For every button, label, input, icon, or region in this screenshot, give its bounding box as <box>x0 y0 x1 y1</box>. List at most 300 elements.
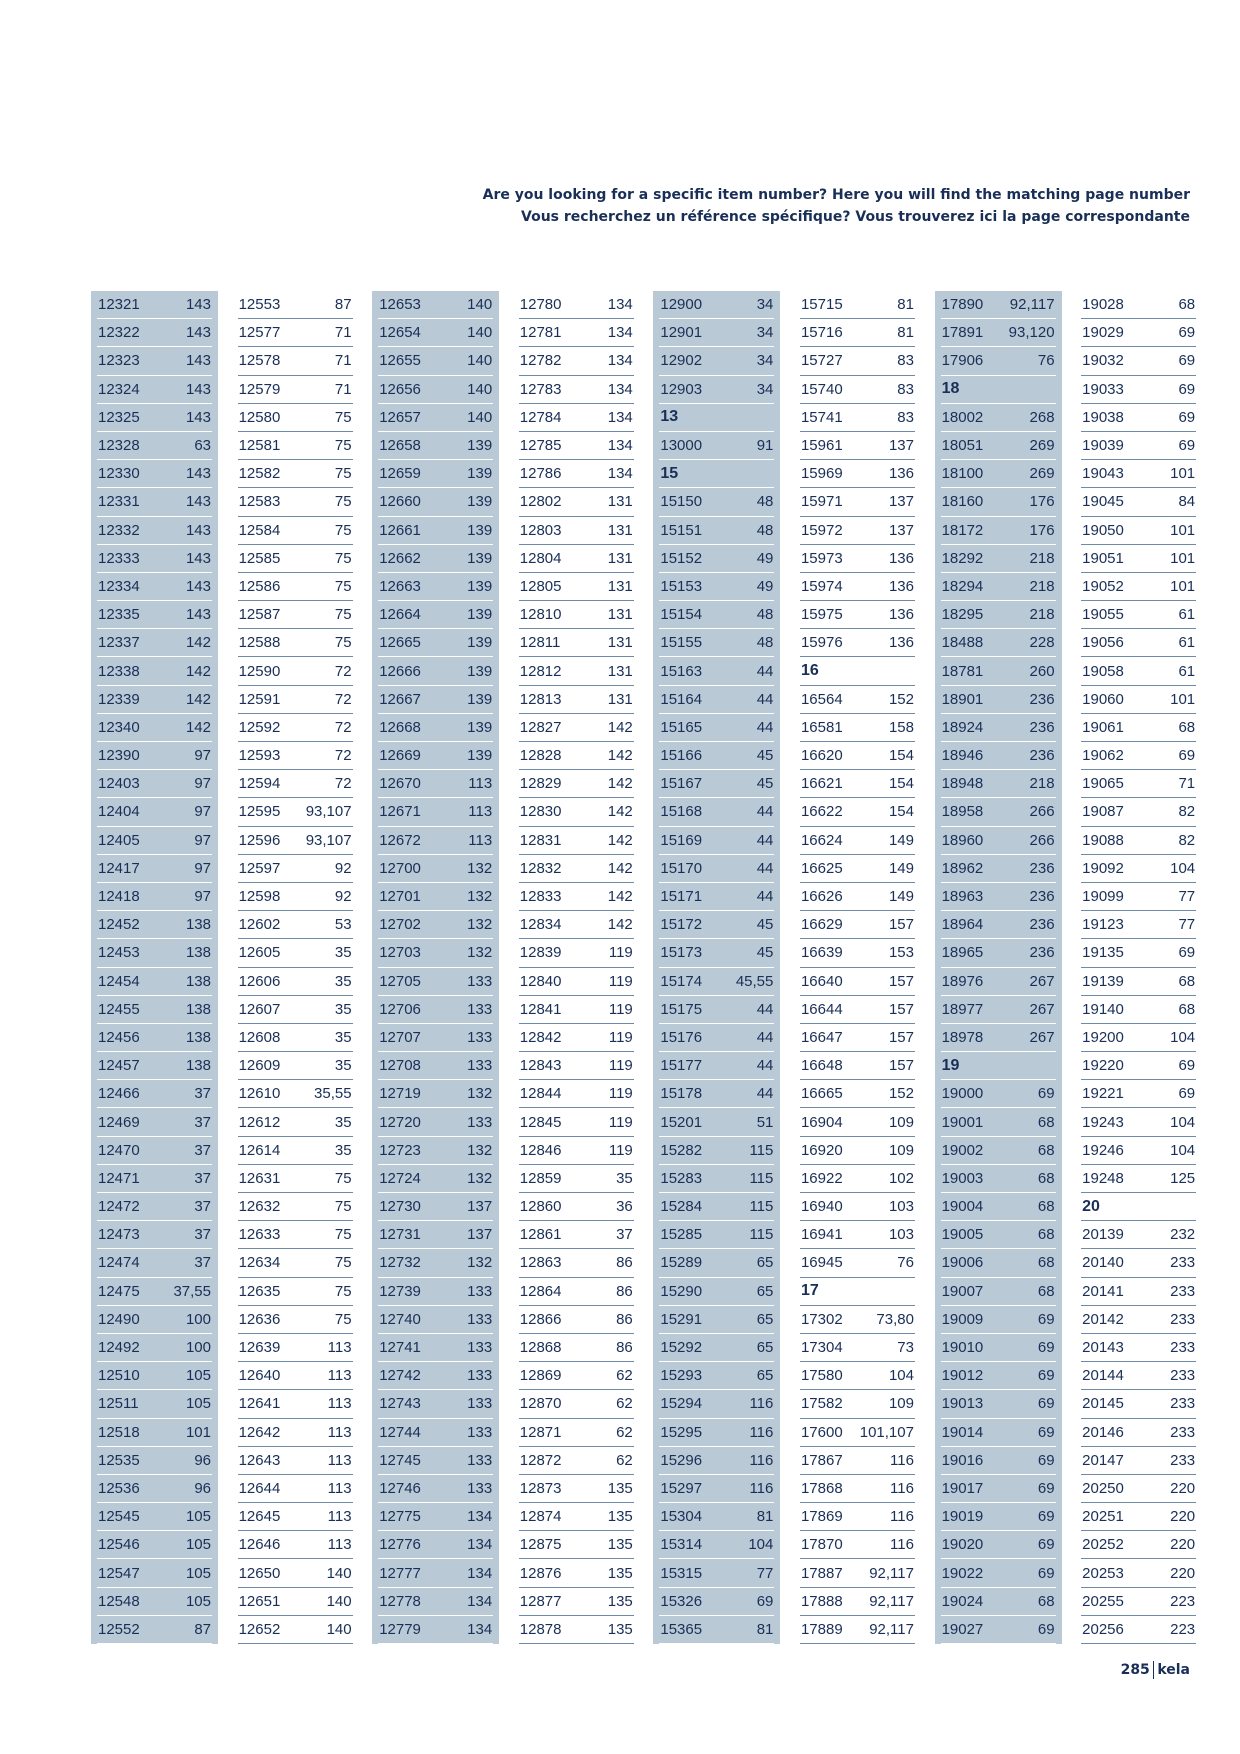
item-number: 12553 <box>238 296 281 314</box>
page-reference: 37 <box>194 1141 211 1159</box>
index-row <box>97 432 212 460</box>
item-number: 19221 <box>1082 1085 1124 1103</box>
page-reference: 133 <box>467 1423 493 1441</box>
page-reference: 135 <box>607 1620 633 1638</box>
page-reference: 218 <box>1029 549 1055 567</box>
page-reference: 136 <box>888 606 914 624</box>
index-row <box>800 1080 915 1108</box>
page-reference: 35 <box>334 944 352 962</box>
item-number: 19058 <box>1082 662 1124 680</box>
index-row <box>941 629 1056 657</box>
item-number: 18051 <box>941 437 984 455</box>
index-row <box>519 1475 634 1503</box>
item-number: 15201 <box>660 1113 703 1131</box>
index-row <box>378 319 493 347</box>
index-row <box>378 968 493 996</box>
page-reference: 75 <box>334 549 352 567</box>
item-number: 15150 <box>660 493 703 511</box>
index-row <box>941 1137 1056 1165</box>
item-number: 12404 <box>98 803 140 821</box>
index-row <box>1081 939 1196 967</box>
page-reference: 44 <box>756 1085 774 1103</box>
index-row <box>378 1137 493 1165</box>
page-reference: 134 <box>607 465 633 483</box>
index-row <box>378 1024 493 1052</box>
item-number: 15292 <box>660 1339 703 1357</box>
index-row <box>238 1559 353 1587</box>
page-reference: 109 <box>888 1395 914 1413</box>
page-reference: 68 <box>1037 1282 1055 1300</box>
header-line-en: Are you looking for a specific item number? Here you will find the matching page number <box>482 187 1190 203</box>
item-number: 12830 <box>519 803 562 821</box>
item-number: 19010 <box>941 1339 984 1357</box>
page-reference: 53 <box>334 916 352 934</box>
item-number: 19087 <box>1082 803 1124 821</box>
index-row <box>238 1080 353 1108</box>
index-row <box>1081 883 1196 911</box>
item-number: 18948 <box>941 775 984 793</box>
index-row <box>800 968 915 996</box>
page-reference: 69 <box>1037 1339 1055 1357</box>
index-row <box>378 291 493 319</box>
page-reference: 131 <box>607 493 633 511</box>
index-row <box>659 770 774 798</box>
page-reference: 44 <box>756 888 774 906</box>
item-number: 19039 <box>1082 437 1124 455</box>
index-row <box>800 1052 915 1080</box>
item-number: 20143 <box>1082 1339 1124 1357</box>
page-reference: 35 <box>334 1000 352 1018</box>
item-number: 12456 <box>98 1028 140 1046</box>
index-row <box>659 1249 774 1277</box>
page-reference: 116 <box>749 1423 774 1441</box>
item-number: 12328 <box>98 437 140 455</box>
index-row <box>941 798 1056 826</box>
item-number: 20251 <box>1082 1508 1124 1526</box>
index-row <box>378 883 493 911</box>
item-number: 12861 <box>519 1226 562 1244</box>
page-reference: 93,107 <box>305 831 352 849</box>
index-row <box>519 1306 634 1334</box>
page-reference: 77 <box>1178 888 1196 906</box>
index-row <box>238 1390 353 1418</box>
index-columns <box>91 291 1216 1644</box>
item-number: 19248 <box>1082 1169 1124 1187</box>
page-reference: 69 <box>1037 1479 1055 1497</box>
item-number: 12662 <box>379 549 421 567</box>
item-number: 12610 <box>238 1085 281 1103</box>
page-reference: 116 <box>749 1479 774 1497</box>
page-reference: 69 <box>1037 1620 1055 1638</box>
page-reference: 35 <box>334 1113 352 1131</box>
index-row <box>941 855 1056 883</box>
item-number: 12877 <box>519 1592 562 1610</box>
item-number: 19140 <box>1082 1000 1124 1018</box>
page-reference: 131 <box>607 690 633 708</box>
page-reference: 143 <box>185 408 211 426</box>
page-reference: 233 <box>1170 1395 1196 1413</box>
page-reference: 75 <box>334 606 352 624</box>
index-row <box>378 1108 493 1136</box>
index-row <box>519 347 634 375</box>
item-number: 12586 <box>238 577 281 595</box>
item-number: 12708 <box>379 1057 421 1075</box>
page-reference: 140 <box>467 296 493 314</box>
index-row <box>519 319 634 347</box>
index-row <box>1081 1024 1196 1052</box>
item-number: 12642 <box>238 1423 281 1441</box>
item-number: 12876 <box>519 1564 562 1582</box>
page-reference: 115 <box>749 1198 774 1216</box>
item-number: 12872 <box>519 1451 562 1469</box>
page-reference: 152 <box>888 1085 914 1103</box>
item-number: 12332 <box>98 521 140 539</box>
item-number: 12578 <box>238 352 281 370</box>
page-reference: 119 <box>608 1000 633 1018</box>
page-reference: 139 <box>467 718 493 736</box>
page-reference: 157 <box>888 972 914 990</box>
item-number: 12471 <box>98 1169 140 1187</box>
item-number: 12902 <box>660 352 703 370</box>
item-number: 18978 <box>941 1028 984 1046</box>
page-reference: 134 <box>607 437 633 455</box>
index-row <box>97 657 212 685</box>
item-number: 15295 <box>660 1423 703 1441</box>
page-reference: 96 <box>194 1479 211 1497</box>
index-row <box>800 1306 915 1334</box>
item-number: 16622 <box>800 803 843 821</box>
item-number: 15153 <box>660 577 703 595</box>
page-reference: 84 <box>1178 493 1196 511</box>
page-reference: 133 <box>467 1451 493 1469</box>
index-row <box>519 968 634 996</box>
page-reference: 220 <box>1170 1508 1196 1526</box>
page-reference: 135 <box>607 1508 633 1526</box>
item-number: 15167 <box>660 775 703 793</box>
index-row <box>519 1080 634 1108</box>
page-reference: 69 <box>1178 380 1196 398</box>
page-reference: 233 <box>1170 1282 1196 1300</box>
index-row <box>238 798 353 826</box>
item-number: 12594 <box>238 775 281 793</box>
index-row <box>238 686 353 714</box>
page-reference: 223 <box>1170 1592 1196 1610</box>
page-reference: 86 <box>616 1282 633 1300</box>
index-row <box>378 1362 493 1390</box>
index-row <box>1081 1447 1196 1475</box>
item-number: 12655 <box>379 352 421 370</box>
page-reference: 65 <box>756 1339 774 1357</box>
item-number: 12641 <box>238 1395 281 1413</box>
page-reference: 139 <box>467 437 493 455</box>
index-row <box>1081 1362 1196 1390</box>
page-reference: 34 <box>756 324 774 342</box>
item-number: 18488 <box>941 634 984 652</box>
page-reference: 143 <box>185 549 211 567</box>
item-number: 16665 <box>800 1085 843 1103</box>
index-row <box>1081 742 1196 770</box>
page-reference: 104 <box>748 1536 774 1554</box>
index-row <box>1081 968 1196 996</box>
index-row <box>941 1108 1056 1136</box>
page-reference: 81 <box>756 1620 774 1638</box>
item-number: 19200 <box>1082 1028 1124 1046</box>
index-row <box>519 291 634 319</box>
page-reference: 134 <box>607 408 633 426</box>
page-reference: 37 <box>194 1085 211 1103</box>
index-row <box>97 1165 212 1193</box>
index-row <box>659 686 774 714</box>
index-row <box>800 573 915 601</box>
page-reference: 81 <box>756 1508 774 1526</box>
item-number: 20252 <box>1082 1536 1124 1554</box>
index-row <box>941 714 1056 742</box>
item-number: 12605 <box>238 944 281 962</box>
item-number: 12810 <box>519 606 562 624</box>
page-reference: 91 <box>756 437 774 455</box>
item-number: 16941 <box>800 1226 843 1244</box>
index-row <box>800 291 915 319</box>
page-reference: 77 <box>756 1564 774 1582</box>
index-row <box>97 1024 212 1052</box>
index-row <box>97 911 212 939</box>
item-number: 15170 <box>660 859 703 877</box>
page-reference: 139 <box>467 549 493 567</box>
index-row <box>1081 517 1196 545</box>
index-row <box>97 1559 212 1587</box>
page-reference: 135 <box>607 1564 633 1582</box>
index-row <box>800 798 915 826</box>
page-reference: 133 <box>467 1479 493 1497</box>
index-row <box>378 545 493 573</box>
page-reference: 113 <box>327 1479 352 1497</box>
item-number: 16621 <box>800 775 843 793</box>
item-number: 19052 <box>1082 577 1124 595</box>
page-reference: 37 <box>616 1226 633 1244</box>
item-number: 19013 <box>941 1395 984 1413</box>
item-number: 17887 <box>800 1564 843 1582</box>
page-reference: 44 <box>756 1028 774 1046</box>
page-reference: 220 <box>1170 1479 1196 1497</box>
page-reference: 71 <box>334 324 352 342</box>
page-reference: 69 <box>1037 1367 1055 1385</box>
page-reference: 83 <box>897 408 914 426</box>
page-reference: 139 <box>467 493 493 511</box>
page-reference: 82 <box>1178 831 1196 849</box>
index-row <box>238 1306 353 1334</box>
item-number: 19001 <box>941 1113 984 1131</box>
index-row <box>659 573 774 601</box>
index-row <box>659 827 774 855</box>
item-number: 12742 <box>379 1367 421 1385</box>
index-row <box>378 629 493 657</box>
item-number: 15293 <box>660 1367 703 1385</box>
index-row <box>378 1334 493 1362</box>
page-reference: 232 <box>1170 1226 1196 1244</box>
index-column <box>513 291 640 1644</box>
section-heading <box>659 404 774 432</box>
item-number: 15282 <box>660 1141 703 1159</box>
index-row <box>659 1137 774 1165</box>
item-number: 16648 <box>800 1057 843 1075</box>
item-number: 12645 <box>238 1508 281 1526</box>
item-number: 20144 <box>1082 1367 1124 1385</box>
page-reference: 76 <box>1037 352 1055 370</box>
item-number: 12592 <box>238 718 281 736</box>
item-number: 12656 <box>379 380 421 398</box>
index-row <box>519 657 634 685</box>
page-reference: 68 <box>1178 718 1196 736</box>
item-number: 18294 <box>941 577 984 595</box>
item-number: 12903 <box>660 380 703 398</box>
index-row <box>941 742 1056 770</box>
item-number: 12811 <box>519 634 561 652</box>
item-number: 19024 <box>941 1592 984 1610</box>
page-reference: 133 <box>467 1000 493 1018</box>
index-row <box>238 742 353 770</box>
index-row <box>519 686 634 714</box>
item-number: 12455 <box>98 1000 140 1018</box>
index-row <box>238 1588 353 1616</box>
item-number: 12846 <box>519 1141 562 1159</box>
item-number: 19014 <box>941 1423 984 1441</box>
index-row <box>1081 573 1196 601</box>
index-row <box>659 1334 774 1362</box>
page-reference: 260 <box>1029 662 1055 680</box>
item-number: 15168 <box>660 803 703 821</box>
index-row <box>659 1024 774 1052</box>
index-row <box>97 291 212 319</box>
page-reference: 134 <box>467 1508 493 1526</box>
index-column <box>935 291 1062 1644</box>
index-row <box>800 1165 915 1193</box>
page-reference: 119 <box>608 1085 633 1103</box>
item-number: 20139 <box>1082 1226 1124 1244</box>
page-reference: 233 <box>1170 1423 1196 1441</box>
page-reference: 143 <box>185 352 211 370</box>
index-row <box>1081 1278 1196 1306</box>
item-number: 15164 <box>660 690 703 708</box>
item-number: 19033 <box>1082 380 1124 398</box>
index-row <box>238 714 353 742</box>
index-row <box>659 1362 774 1390</box>
item-number: 12472 <box>98 1198 140 1216</box>
page-reference: 45 <box>756 775 774 793</box>
section-prefix: 19 <box>941 1056 960 1074</box>
page-reference: 143 <box>185 577 211 595</box>
page-reference: 149 <box>888 831 914 849</box>
page-reference: 81 <box>897 324 914 342</box>
item-number: 12703 <box>379 944 421 962</box>
index-row <box>941 1475 1056 1503</box>
page-reference: 86 <box>616 1339 633 1357</box>
index-row <box>97 601 212 629</box>
page-reference: 113 <box>468 831 493 849</box>
item-number: 17870 <box>800 1536 843 1554</box>
index-row <box>659 968 774 996</box>
page-reference: 44 <box>756 831 774 849</box>
page-reference: 86 <box>616 1310 633 1328</box>
item-number: 12418 <box>98 888 140 906</box>
index-row <box>800 1616 915 1644</box>
item-number: 12786 <box>519 465 562 483</box>
page-reference: 152 <box>888 690 914 708</box>
item-number: 15974 <box>800 577 843 595</box>
item-number: 19000 <box>941 1085 984 1103</box>
page-reference: 65 <box>756 1310 774 1328</box>
page-reference: 68 <box>1037 1113 1055 1131</box>
index-row <box>97 404 212 432</box>
page-reference: 176 <box>1029 493 1055 511</box>
page-reference: 135 <box>607 1536 633 1554</box>
item-number: 15177 <box>660 1057 703 1075</box>
page-reference: 69 <box>756 1592 774 1610</box>
page-reference: 131 <box>607 577 633 595</box>
item-number: 12651 <box>238 1592 281 1610</box>
index-row <box>1081 1531 1196 1559</box>
item-number: 12778 <box>379 1592 421 1610</box>
page-reference: 136 <box>888 549 914 567</box>
index-row <box>1081 347 1196 375</box>
index-row <box>97 855 212 883</box>
item-number: 17867 <box>800 1451 843 1469</box>
index-row <box>659 1616 774 1644</box>
page-reference: 87 <box>334 296 352 314</box>
index-row <box>519 1193 634 1221</box>
page-reference: 142 <box>185 634 211 652</box>
item-number: 15173 <box>660 944 703 962</box>
page-reference: 139 <box>467 662 493 680</box>
index-row <box>941 1616 1056 1644</box>
index-row <box>97 996 212 1024</box>
page-reference: 68 <box>1037 1592 1055 1610</box>
index-row <box>659 742 774 770</box>
index-row <box>378 404 493 432</box>
index-row <box>800 742 915 770</box>
item-number: 12607 <box>238 1000 281 1018</box>
index-row <box>800 883 915 911</box>
page-reference: 69 <box>1037 1508 1055 1526</box>
item-number: 19045 <box>1082 493 1124 511</box>
page-reference: 113 <box>468 775 493 793</box>
page-reference: 72 <box>334 690 352 708</box>
index-row <box>378 939 493 967</box>
index-row <box>1081 1080 1196 1108</box>
item-number: 18958 <box>941 803 984 821</box>
index-row <box>97 1221 212 1249</box>
index-row <box>238 1419 353 1447</box>
page-reference: 37 <box>194 1254 211 1272</box>
index-row <box>519 1362 634 1390</box>
item-number: 12868 <box>519 1339 562 1357</box>
item-number: 12745 <box>379 1451 421 1469</box>
index-row <box>238 629 353 657</box>
item-number: 12741 <box>379 1339 421 1357</box>
index-row <box>941 347 1056 375</box>
item-number: 19061 <box>1082 718 1124 736</box>
page-reference: 143 <box>185 465 211 483</box>
item-number: 12587 <box>238 606 281 624</box>
item-number: 12901 <box>660 324 703 342</box>
page-reference: 138 <box>185 1057 211 1075</box>
item-number: 12743 <box>379 1395 421 1413</box>
item-number: 12719 <box>379 1085 421 1103</box>
page-reference: 132 <box>467 888 493 906</box>
index-row <box>97 742 212 770</box>
index-row <box>519 517 634 545</box>
item-number: 15178 <box>660 1085 703 1103</box>
item-number: 12864 <box>519 1282 562 1300</box>
